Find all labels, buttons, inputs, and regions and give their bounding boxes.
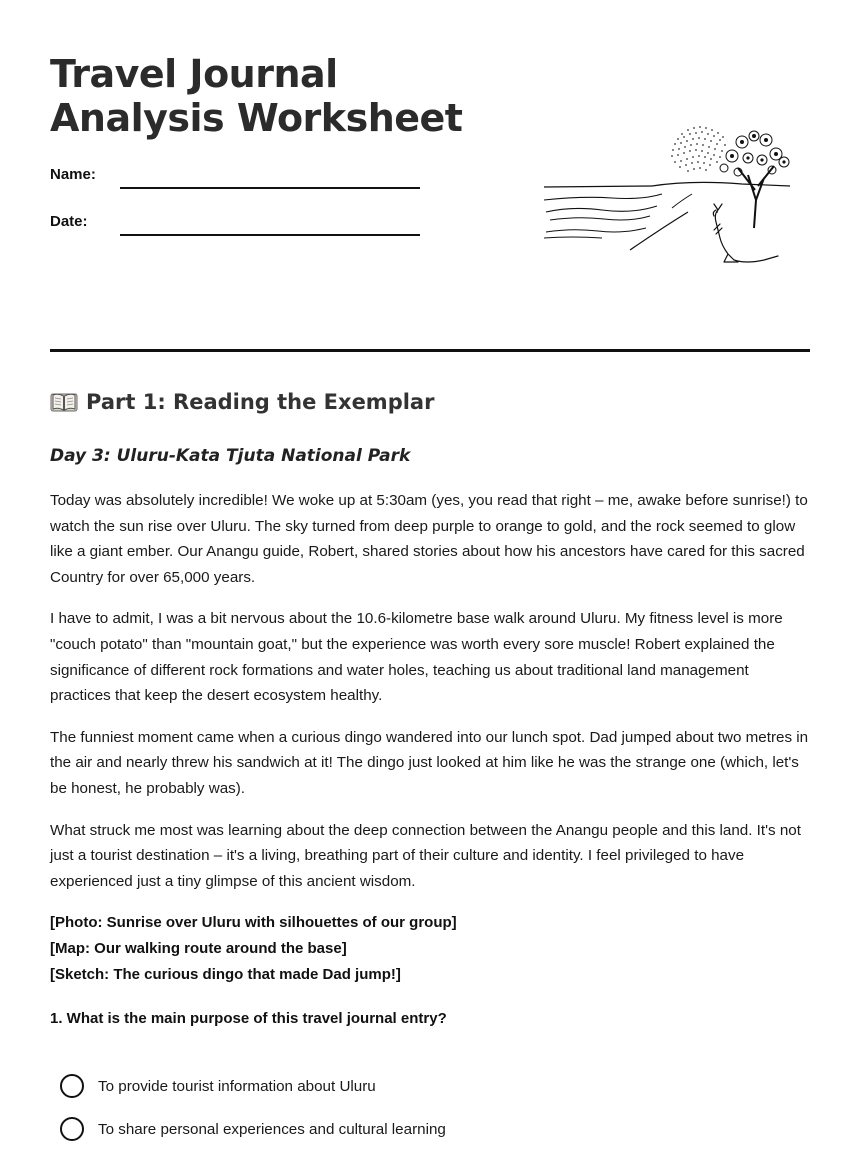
section-divider	[50, 349, 810, 352]
journal-paragraph: I have to admit, I was a bit nervous about the 10.6-kilometre base walk around Uluru. My fitness level is more "couch potato" than "mountain goat," but the experience was worth every sore muscle! Robert explained the significance of different rock formations and water holes, teaching us about traditional land management practices that keep the desert ecosystem healthy.	[50, 610, 783, 705]
question-1-option-a[interactable]	[60, 1074, 376, 1098]
worksheet-title: Travel Journal Analysis Worksheet	[50, 52, 463, 140]
name-field[interactable]	[120, 187, 420, 189]
sketch-caption: [Sketch: The curious dingo that made Dad jump!]	[50, 965, 401, 983]
journal-paragraph: Today was absolutely incredible! We woke up at 5:30am (yes, you read that right – me, awake before sunrise!) to watch the sun rise over Uluru. The sky turned from deep purple to orange to gold, and the rock seemed to glow like a giant ember. Our Anangu guide, Robert, shared stories about how his ancestors have cared for this sacred Country for over 65,000 years.	[50, 492, 808, 586]
journal-paragraph: What struck me most was learning about the deep connection between the Anangu people and this land. It's not just a tourist destination – it's a living, breathing part of their culture and identity. I feel privileged to have experienced just a tiny glimpse of this ancient wisdom.	[50, 821, 801, 890]
question-1-option-b[interactable]	[60, 1117, 446, 1141]
option-label: To share personal experiences and cultural learning	[98, 1120, 446, 1138]
radio-button[interactable]	[60, 1117, 84, 1141]
journal-entry-title: Day 3: Uluru-Kata Tjuta National Park	[50, 446, 411, 466]
name-label: Name:	[50, 166, 96, 183]
outback-landscape-kangaroo-illustration	[542, 120, 792, 270]
option-label: To provide tourist information about Uluru	[98, 1077, 376, 1095]
map-caption: [Map: Our walking route around the base]	[50, 939, 347, 957]
photo-caption: [Photo: Sunrise over Uluru with silhouettes of our group]	[50, 914, 457, 932]
date-field[interactable]	[120, 234, 420, 236]
journal-entry-body	[50, 488, 810, 987]
media-captions	[50, 910, 810, 987]
part1-heading	[50, 390, 434, 414]
journal-paragraph: The funniest moment came when a curious dingo wandered into our lunch spot. Dad jumped about two metres in the air and nearly threw his sandwich at it! The dingo just looked at him like he was the strange one (which, let's be honest, he probably was).	[50, 728, 809, 797]
part1-heading-text: Part 1: Reading the Exemplar	[86, 390, 435, 414]
question-1: 1. What is the main purpose of this travel journal entry?	[50, 1010, 447, 1027]
open-book-icon	[50, 391, 78, 413]
radio-button[interactable]	[60, 1074, 84, 1098]
date-label: Date:	[50, 213, 88, 230]
